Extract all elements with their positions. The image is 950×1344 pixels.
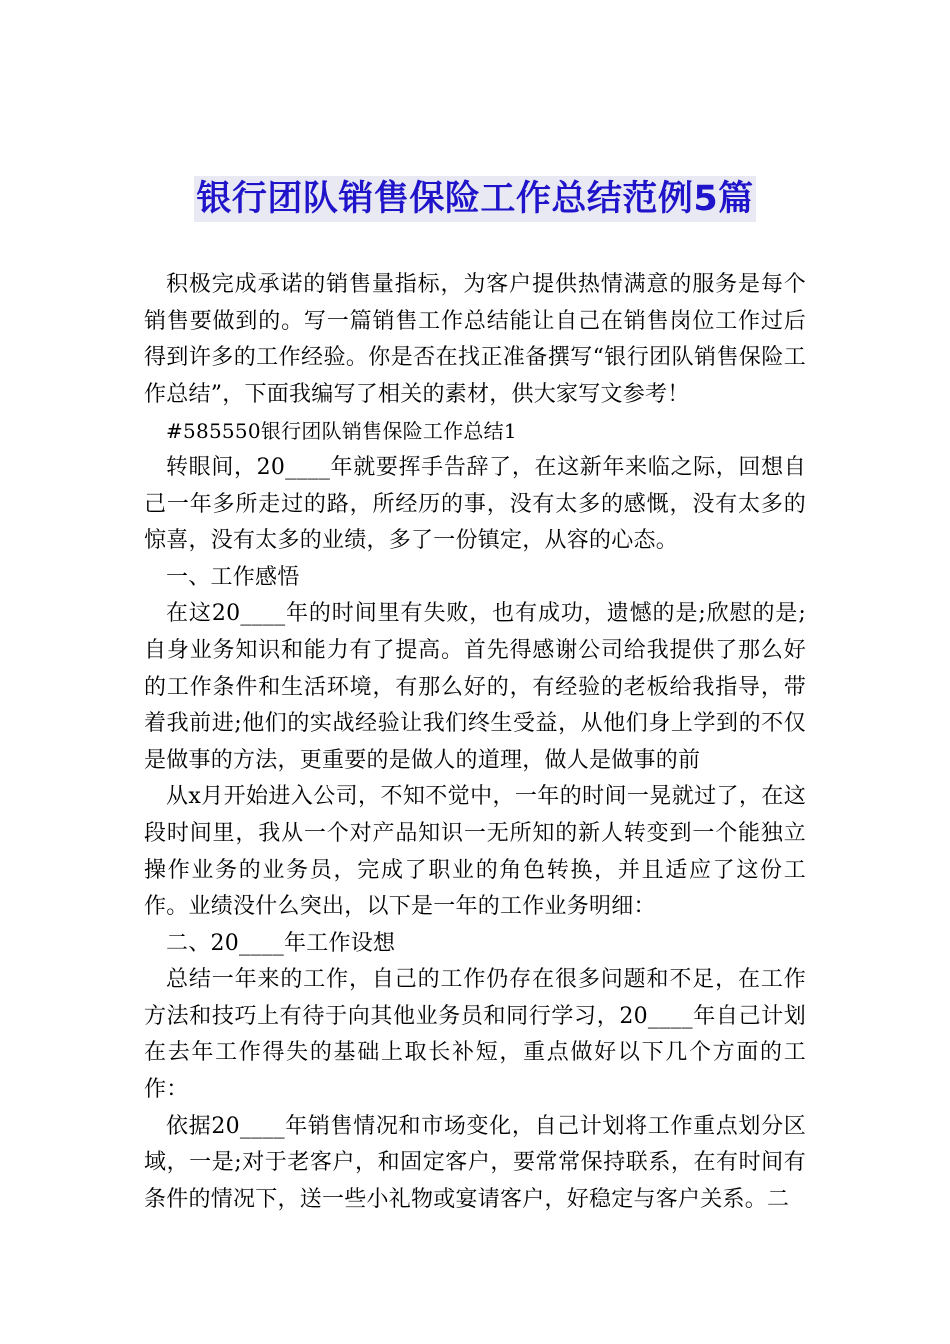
subheading-work-plan: 二、20____年工作设想: [166, 930, 396, 956]
document-title: 银行团队销售保险工作总结范例5篇: [194, 176, 755, 222]
intro-paragraph: 积极完成承诺的销售量指标，为客户提供热情满意的服务是每个销售要做到的。写一篇销售工作总结能让自己在销售岗位工作过后得到许多的工作经验。你是否在找正准备撰写“银行团队销售保险工作总结”，下面我编写了相关的素材，供大家写文参考！: [144, 272, 806, 407]
body-paragraph-5: 依据20____年销售情况和市场变化，自己计划将工作重点划分区域，一是;对于老客户，和固定客户，要常常保持联系，在有时间有条件的情况下，送一些小礼物或宴请客户，好稳定与客户关系。二: [144, 1113, 806, 1212]
body-paragraph-1: 转眼间，20____年就要挥手告辞了，在这新年来临之际，回想自己一年多所走过的路，所经历的事，没有太多的感慨，没有太多的惊喜，没有太多的业绩，多了一份镇定，从容的心态。: [144, 454, 806, 554]
body-paragraph-4: 总结一年来的工作，自己的工作仍存在很多问题和不足，在工作方法和技巧上有待于向其他业务员和同行学习，20____年自己计划在去年工作得失的基础上取长补短，重点做好以下几个方面的工作：: [144, 967, 806, 1103]
body-paragraph-3: 从x月开始进入公司，不知不觉中，一年的时间一晃就过了，在这段时间里，我从一个对产品知识一无所知的新人转变到一个能独立操作业务的业务员，完成了职业的角色转换，并且适应了这份工作。业绩没什么突出，以下是一年的工作业务明细：: [144, 784, 806, 920]
title-container: [0, 176, 950, 222]
document-body: [144, 267, 806, 1218]
subheading-work-insights: 一、工作感悟: [166, 564, 300, 590]
section-heading-1: #585550银行团队销售保险工作总结1: [166, 419, 517, 444]
body-paragraph-2: 在这20____年的时间里有失败，也有成功，遗憾的是;欣慰的是;自身业务知识和能力有了提高。首先得感谢公司给我提供了那么好的工作条件和生活环境，有那么好的，有经验的老板给我指导，带着我前进;他们的实战经验让我们终生受益，从他们身上学到的不仅是做事的方法，更重要的是做人的道理，做人是做事的前: [144, 601, 806, 773]
